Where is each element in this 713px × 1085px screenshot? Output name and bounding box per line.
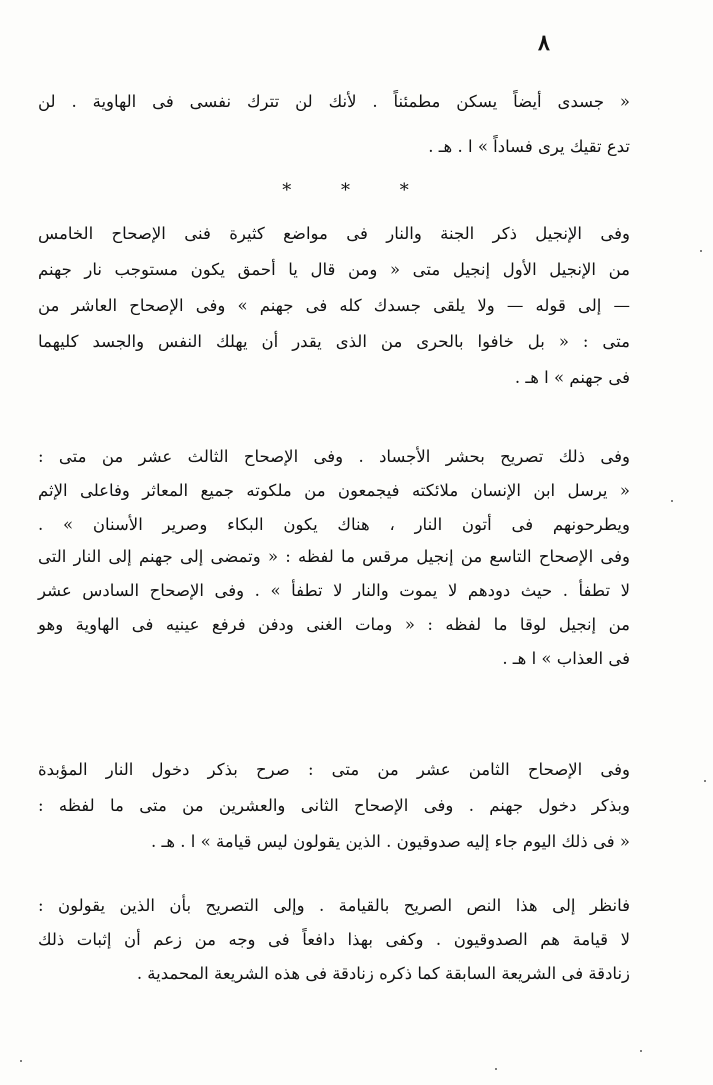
text-line: وفى الإصحاح التاسع من إنجيل مرقس ما لفظه : « وتمضى إلى جهنم إلى النار التى — [38, 547, 630, 566]
paragraph-2 — [38, 226, 630, 390]
scan-speck — [704, 780, 706, 782]
scan-speck — [20, 1060, 22, 1062]
text-line: فانظر إلى هذا النص الصريح بالقيامة . وإلى التصريح بأن الذين يقولون : — [38, 896, 630, 915]
paragraph-4 — [38, 762, 630, 854]
text-line: من إنجيل لوقا ما لفظه : « ومات الغنى ودفن فرفع عينيه فى الهاوية وهو — [38, 615, 630, 634]
text-line: « يرسل ابن الإنسان ملائكته فيجمعون من ملكوته جميع المعاثر وفاعلى الإثم — [38, 481, 630, 500]
section-separator: * * * — [282, 180, 431, 201]
text-line: زنادقة فى الشريعة السابقة كما ذكره زنادقة فى هذه الشريعة المحمدية . — [136, 964, 630, 983]
text-line: متى : « بل خافوا بالحرى من الذى يقدر أن يهلك النفس والجسد كليهما — [38, 332, 630, 351]
text-line: تدع تقيك يرى فساداً » ا . هـ . — [428, 137, 630, 156]
text-line: وفى الإنجيل ذكر الجنة والنار فى مواضع كثيرة فنى الإصحاح الخامس — [38, 224, 630, 243]
text-line: وفى الإصحاح الثامن عشر من متى : صرح بذكر دخول النار المؤبدة — [38, 760, 630, 779]
text-line: وبذكر دخول جهنم . وفى الإصحاح الثانى والعشرين من متى ما لفظه : — [38, 796, 630, 815]
page-number: ٨ — [538, 30, 550, 56]
text-line: لا قيامة هم الصدوقيون . وكفى بهذا دافعاً فى وجه من زعم أن إثبات ذلك — [38, 930, 630, 949]
text-line: من الإنجيل الأول إنجيل متى « ومن قال يا أحمق يكون مستوجب نار جهنم — [38, 260, 630, 279]
paragraph-3 — [38, 449, 630, 671]
text-line: « فى ذلك اليوم جاء إليه صدوقيون . الذين يقولون ليس قيامة » ا . هـ . — [151, 832, 630, 851]
text-line: لا تطفأ . حيث دودهم لا يموت والنار لا تطفأ » . وفى الإصحاح السادس عشر — [38, 581, 630, 600]
text-line: — إلى قوله — ولا يلقى جسدك كله فى جهنم » وفى الإصحاح العاشر من — [38, 296, 630, 315]
scan-speck — [495, 1068, 497, 1070]
paragraph-1 — [38, 94, 630, 159]
text-line: وفى ذلك تصريح بحشر الأجساد . وفى الإصحاح الثالث عشر من متى : — [38, 447, 630, 466]
scan-speck — [700, 250, 702, 252]
scan-speck — [671, 500, 673, 502]
paragraph-5 — [38, 898, 630, 986]
text-line: فى جهنم » ا هـ . — [514, 368, 630, 387]
text-line: ويطرحونهم فى أتون النار ، هناك يكون البكاء وصرير الأسنان » . — [38, 515, 630, 534]
text-line: « جسدى أيضاً يسكن مطمئناً . لأنك لن تترك نفسى فى الهاوية . لن — [38, 92, 630, 111]
text-line: فى العذاب » ا هـ . — [502, 649, 630, 668]
scan-speck — [640, 1050, 642, 1052]
